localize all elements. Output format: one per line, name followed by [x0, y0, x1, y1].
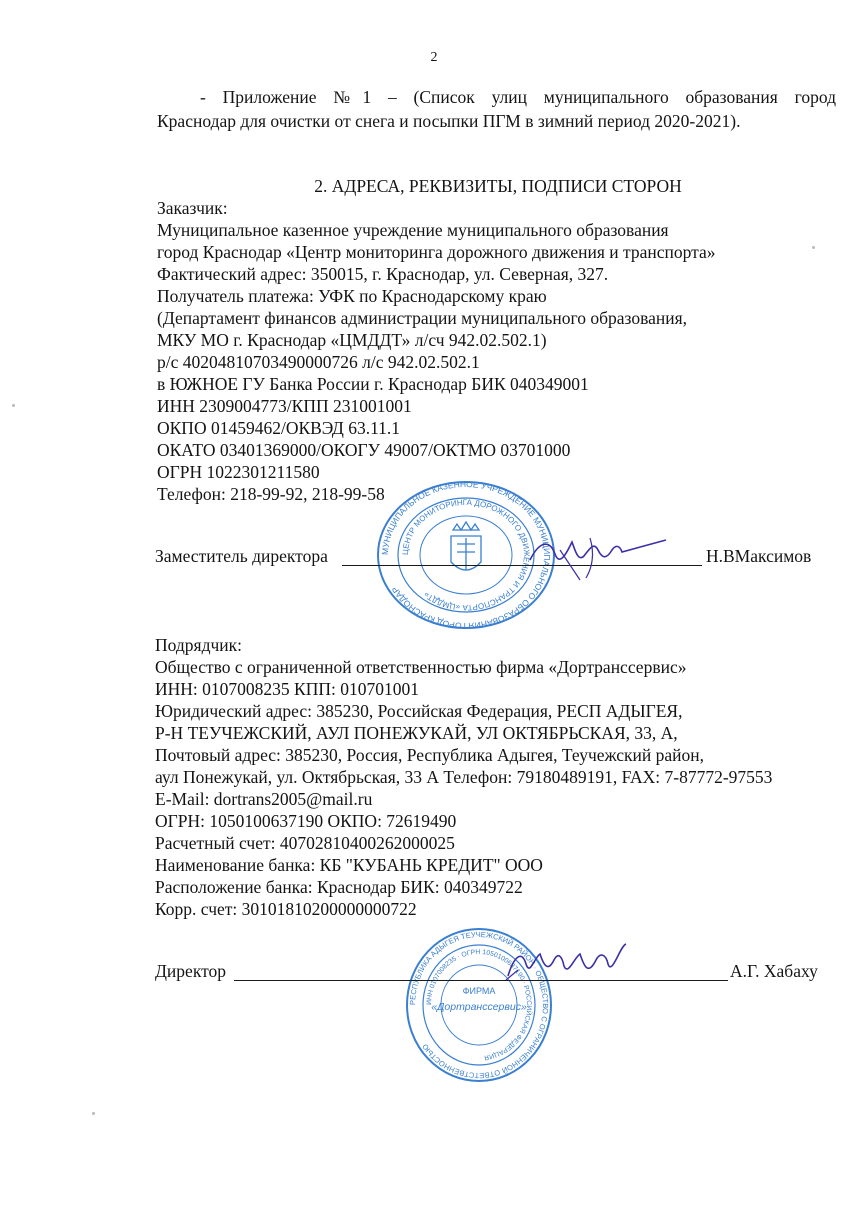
contractor-stamp-outer-text: РЕСПУБЛИКА АДЫГЕЯ ТЕУЧЕЖСКИЙ РАЙОН · ОБЩЕСТВО С ОГРАНИЧЕННОЙ ОТВЕТСТВЕННОСТЬЮ: [407, 929, 551, 1081]
customer-line: МКУ МО г. Краснодар «ЦМДДТ» л/сч 942.02.502.1): [157, 330, 547, 350]
contractor-line: Общество с ограниченной ответственностью фирма «Дортранссервис»: [155, 657, 687, 677]
contractor-line: Наименование банка: КБ "КУБАНЬ КРЕДИТ" ООО: [155, 855, 543, 875]
customer-stamp-outer-text: МУНИЦИПАЛЬНОЕ КАЗЕННОЕ УЧРЕЖДЕНИЕ МУНИЦИПАЛЬНОГО ОБРАЗОВАНИЯ ГОРОД КРАСНОДАР: [379, 478, 553, 632]
customer-line: ОКАТО 03401369000/ОКОГУ 49007/ОКТМО 03701000: [157, 440, 571, 460]
contractor-line: Корр. счет: 30101810200000000722: [155, 899, 417, 919]
customer-heading: Заказчик:: [157, 198, 228, 218]
customer-signer-title: Заместитель директора: [155, 546, 328, 566]
contractor-line: аул Понежукай, ул. Октябрьская, 33 А Телефон: 79180489191, FAX: 7-87772-97553: [155, 767, 773, 787]
contractor-line: Расположение банка: Краснодар БИК: 040349722: [155, 877, 523, 897]
scan-speck: [12, 404, 15, 407]
contractor-signer-title: Директор: [155, 961, 227, 981]
section-title: 2. АДРЕСА, РЕКВИЗИТЫ, ПОДПИСИ СТОРОН: [314, 176, 682, 196]
contractor-line: E-Mail: dortrans2005@mail.ru: [155, 789, 373, 809]
contractor-signature-line: [234, 980, 728, 981]
contractor-stamp-center-name: «Дортранссервис»: [431, 1001, 527, 1013]
contractor-line: Расчетный счет: 40702810400262000025: [155, 833, 455, 853]
contractor-line: ИНН: 0107008235 КПП: 010701001: [155, 679, 419, 699]
scan-speck: [92, 1112, 95, 1115]
attachment-line-2: Краснодар для очистки от снега и посыпки ПГМ в зимний период 2020-2021).: [157, 111, 741, 131]
customer-line: ОГРН 1022301211580: [157, 462, 320, 482]
customer-stamp-inner-text: ЦЕНТР МОНИТОРИНГА ДОРОЖНОГО ДВИЖЕНИЯ И ТРАНСПОРТА «ЦМДДТ»: [400, 497, 532, 613]
page-number: 2: [430, 50, 438, 65]
customer-signature: [520, 520, 670, 590]
customer-line: ОКПО 01459462/ОКВЭД 63.11.1: [157, 418, 401, 438]
customer-line: ИНН 2309004773/КПП 231001001: [157, 396, 412, 416]
scan-speck: [812, 246, 815, 249]
contractor-line: ОГРН: 1050100637190 ОКПО: 72619490: [155, 811, 457, 831]
customer-line: р/с 40204810703490000726 л/с 942.02.502.1: [157, 352, 480, 372]
contractor-heading: Подрядчик:: [155, 635, 243, 655]
contractor-line: Юридический адрес: 385230, Российская Федерация, РЕСП АДЫГЕЯ,: [155, 701, 683, 721]
contractor-signature: [500, 936, 640, 992]
customer-line: Получатель платежа: УФК по Краснодарскому краю: [157, 286, 547, 306]
customer-line: город Краснодар «Центр мониторинга дорожного движения и транспорта»: [157, 242, 716, 262]
customer-line: Муниципальное казенное учреждение муниципального образования: [157, 220, 669, 240]
contractor-line: Почтовый адрес: 385230, Россия, Республика Адыгея, Теучежский район,: [155, 745, 705, 765]
customer-line: Телефон: 218-99-92, 218-99-58: [157, 484, 385, 504]
customer-line: (Департамент финансов администрации муниципального образования,: [157, 308, 688, 328]
attachment-line-1: - Приложение №1 – (Список улиц муниципального образования город: [200, 87, 836, 107]
contractor-line: Р-Н ТЕУЧЕЖСКИЙ, АУЛ ПОНЕЖУКАЙ, УЛ ОКТЯБРЬСКАЯ, 33, А,: [155, 723, 678, 743]
contractor-signer-name: А.Г. Хабаху: [730, 961, 818, 981]
customer-line: в ЮЖНОЕ ГУ Банка России г. Краснодар БИК 040349001: [157, 374, 589, 394]
customer-signer-name: Н.ВМаксимов: [706, 546, 812, 566]
coat-of-arms-icon: [451, 522, 481, 570]
customer-line: Фактический адрес: 350015, г. Краснодар, ул. Северная, 327.: [157, 264, 609, 284]
contractor-stamp-inner-text: ИНН 0107008235 · ОГРН 1050100637190 · РОССИЙСКАЯ ФЕДЕРАЦИЯ: [425, 948, 533, 1061]
contractor-stamp-center-top: ФИРМА: [462, 986, 496, 996]
